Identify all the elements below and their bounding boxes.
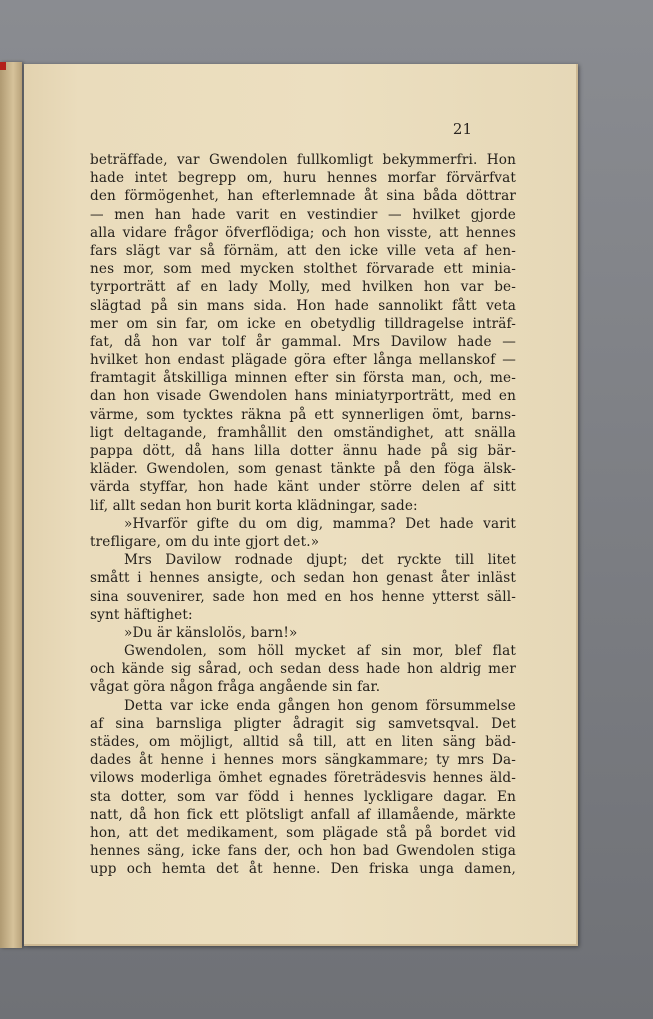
body-text — [90, 151, 516, 879]
text-line: värda styffar, hon hade känt under större delen af sitt — [90, 479, 516, 496]
left-page-edge — [0, 62, 22, 948]
bookmark-ribbon — [0, 62, 6, 70]
text-line: Mrs Davilow rodnade djupt; det ryckte till litet — [124, 552, 516, 569]
text-line: hon, att det medikament, som plägade stå på bordet vid — [90, 824, 516, 841]
text-line: upp och hemta det åt henne. Den friska unga damen, — [90, 861, 516, 878]
text-line: fat, då hon var tolf år gammal. Mrs Davilow hade — — [90, 333, 516, 350]
text-line: trefligare, om du inte gjort det.» — [90, 533, 320, 550]
text-line: pappa dött, då hans lilla dotter ännu hade på sig bär- — [90, 443, 516, 459]
text-line: tyrporträtt af en lady Molly, med hvilken hon var be- — [90, 279, 516, 296]
text-line: dan hon visade Gwendolen hans miniatyrporträtt, med en — [90, 388, 516, 405]
text-line: fars slägt var så förnäm, att den icke ville veta af hen- — [90, 242, 516, 259]
text-line: städes, om möjligt, alltid så till, att en liten säng bäd- — [90, 734, 516, 750]
text-line: af sina barnsliga pligter ådragit sig samvetsqval. Det — [90, 715, 516, 732]
text-line: värme, som tycktes räkna på ett synnerligen ömt, barns- — [90, 406, 516, 423]
text-line: nes mor, som med mycken stolthet förvarade ett minia- — [90, 261, 516, 278]
text-line: vilows moderliga ömhet egnades företrädesvis hennes äld- — [90, 770, 516, 787]
text-line: slägtad på sin mans sida. Hon hade sannolikt fått veta — [90, 297, 516, 314]
text-line: beträffade, var Gwendolen fullkomligt bekymmerfri. Hon — [90, 152, 516, 168]
text-line: sina souvenirer, sade hon med en hos henne ytterst säll- — [90, 588, 516, 605]
text-line: smått i hennes ansigte, och sedan hon genast åter inläst — [90, 570, 516, 587]
text-line: den förmögenhet, han efterlemnade åt sina båda döttrar — [90, 188, 516, 205]
text-line: dades åt henne i hennes mors sängkammare; ty mrs Da- — [90, 752, 516, 769]
text-line: lif, allt sedan hon burit korta klädningar, sade: — [90, 497, 418, 514]
text-line: ligt deltagande, framhållit den omständighet, att snälla — [90, 424, 516, 441]
text-line: kläder. Gwendolen, som genast tänkte på den föga älsk- — [90, 461, 516, 478]
book-page — [24, 64, 578, 946]
text-line: »Hvarför gifte du om dig, mamma? Det hade varit — [124, 515, 516, 532]
text-line: sta dotter, som var född i hennes lyckligare dagar. En — [90, 788, 516, 805]
text-line: Detta var icke enda gången hon genom försummelse — [124, 697, 516, 714]
text-line: hade intet begrepp om, huru hennes morfar förvärfvat — [90, 170, 516, 187]
text-line: »Du är känslolös, barn!» — [124, 624, 298, 641]
text-line: synt häftighet: — [90, 606, 193, 623]
text-line: — men han hade varit en vestindier — hvilket gjorde — [90, 206, 516, 223]
text-line: hvilket hon endast plägade göra efter långa mellanskof — — [90, 352, 516, 369]
text-line: natt, då hon fick ett plötsligt anfall af illamående, märkte — [90, 806, 516, 823]
text-line: Gwendolen, som höll mycket af sin mor, blef flat — [124, 643, 516, 660]
text-line: och kände sig sårad, och sedan dess hade hon aldrig mer — [90, 661, 516, 678]
text-line: hennes säng, icke fans der, och hon bad Gwendolen stiga — [90, 843, 516, 860]
page-number: 21 — [452, 120, 472, 138]
text-line: mer om sin far, om icke en obetydlig tilldragelse inträf- — [90, 315, 516, 332]
text-line: alla vidare frågor öfverflödiga; och hon visste, att hennes — [90, 224, 516, 241]
text-line: vågat göra någon fråga angående sin far. — [90, 679, 381, 696]
text-line: framtagit åtskilliga minnen efter sin första man, och, me- — [90, 370, 516, 387]
